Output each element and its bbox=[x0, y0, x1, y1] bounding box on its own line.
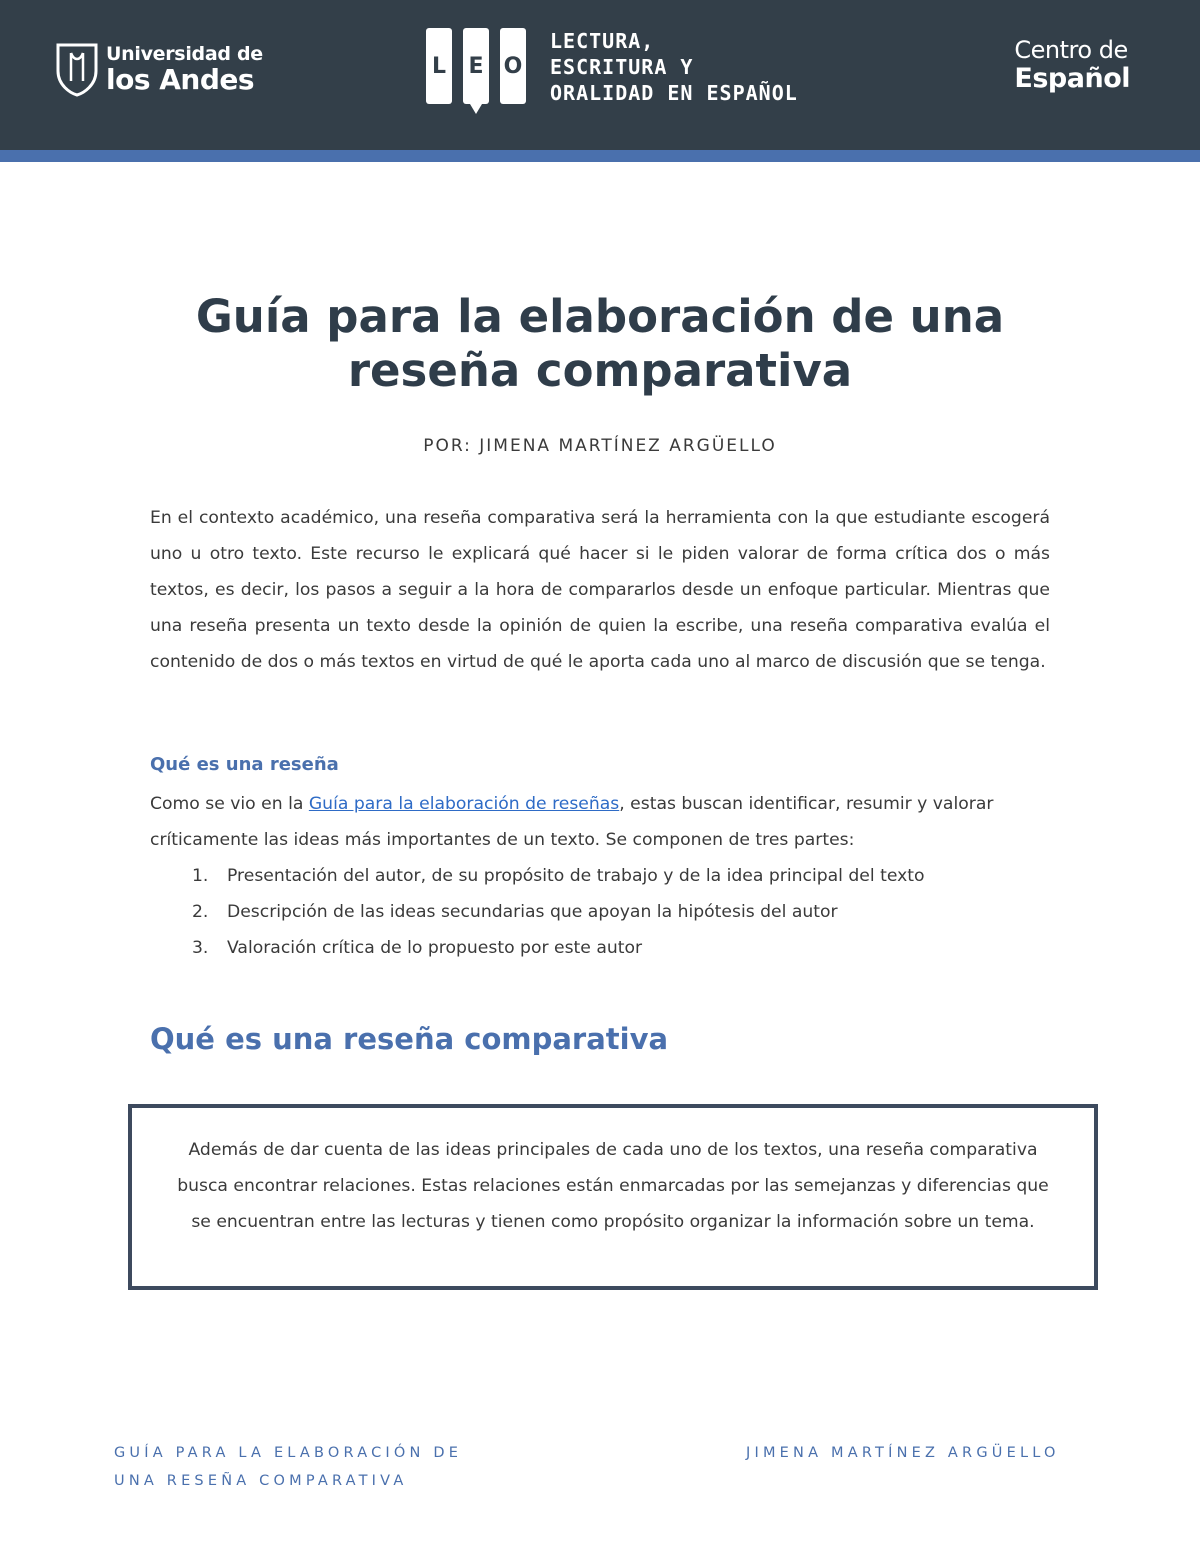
list-item-text: Descripción de las ideas secundarias que apoyan la hipótesis del autor bbox=[227, 902, 838, 922]
uniandes-shield-icon bbox=[54, 41, 100, 97]
guia-resenas-link[interactable]: Guía para la elaboración de reseñas bbox=[308, 794, 620, 814]
intro-paragraph: En el contexto académico, una reseña comparativa será la herramienta con la que estudiante escogerá uno u otro texto. Este recurso le explicará qué hacer si le piden valorar de forma crítica dos o más textos, es decir, los pasos a seguir a la hora de compararlos desde un enfoque particular. Mientras que una reseña presenta un texto desde la opinión de quien la escribe, una reseña comparativa evalúa el contenido de dos o más textos en virtud de qué le aporta cada uno al marco de discusión que se tenga. bbox=[150, 508, 1050, 672]
leo-logo-text bbox=[550, 28, 798, 106]
uniandes-logo-line1: Universidad de bbox=[106, 42, 263, 65]
section1-paragraph bbox=[150, 786, 1050, 858]
footer-title-line-1: GUÍA PARA LA ELABORACIÓN DE bbox=[114, 1445, 463, 1461]
section-heading-resena: Qué es una reseña bbox=[150, 754, 339, 775]
list-item-number: 3. bbox=[192, 938, 209, 958]
author-byline: POR: JIMENA MARTÍNEZ ARGÜELLO bbox=[423, 436, 777, 456]
section1-text-before-link: Como se vio en la bbox=[150, 794, 309, 814]
parts-list bbox=[150, 858, 1050, 966]
uniandes-logo-line2: los Andes bbox=[106, 62, 255, 96]
centro-logo-line2: Español bbox=[1014, 63, 1130, 94]
title-line-2: reseña comparativa bbox=[347, 344, 853, 397]
leo-line-2: ESCRITURA Y bbox=[550, 55, 694, 79]
leo-line-3: ORALIDAD EN ESPAÑOL bbox=[550, 81, 798, 105]
footer-document-title bbox=[114, 1439, 514, 1495]
section-heading-resena-comparativa: Qué es una reseña comparativa bbox=[150, 1022, 669, 1056]
list-item-text: Valoración crítica de lo propuesto por este autor bbox=[227, 938, 643, 958]
leo-letter-l: L bbox=[426, 28, 452, 104]
header-accent-stripe bbox=[0, 150, 1200, 162]
centro-espanol-logo bbox=[1014, 36, 1130, 94]
uniandes-logo bbox=[54, 40, 263, 98]
footer-author: JIMENA MARTÍNEZ ARGÜELLO bbox=[746, 1445, 1060, 1461]
list-item-number: 2. bbox=[192, 902, 209, 922]
list-item-text: Presentación del autor, de su propósito de trabajo y de la idea principal del texto bbox=[227, 866, 925, 886]
list-item bbox=[150, 930, 1050, 966]
section1-text-after-link: , estas buscan identificar, resumir y valorar críticamente las ideas más importantes de un texto. Se componen de tres partes: bbox=[150, 794, 994, 850]
list-item bbox=[150, 894, 1050, 930]
footer-title-line-2: UNA RESEÑA COMPARATIVA bbox=[114, 1473, 408, 1489]
page-header bbox=[0, 0, 1200, 150]
list-item-number: 1. bbox=[192, 866, 209, 886]
list-item bbox=[150, 858, 1050, 894]
leo-letter-e: E bbox=[463, 28, 489, 104]
document-title bbox=[100, 290, 1100, 398]
leo-line-1: LECTURA, bbox=[550, 29, 655, 53]
title-line-1: Guía para la elaboración de una bbox=[195, 290, 1005, 343]
definition-callout-box bbox=[128, 1104, 1098, 1290]
leo-letter-o: O bbox=[500, 28, 526, 104]
centro-logo-line1: Centro de bbox=[1014, 36, 1128, 64]
pen-tip-icon bbox=[470, 104, 482, 116]
callout-text: Además de dar cuenta de las ideas principales de cada uno de los textos, una reseña comparativa busca encontrar relaciones. Estas relaciones están enmarcadas por las semejanzas y diferencias que se encuentran entre las lecturas y tienen como propósito organizar la información sobre un tema. bbox=[177, 1140, 1049, 1232]
